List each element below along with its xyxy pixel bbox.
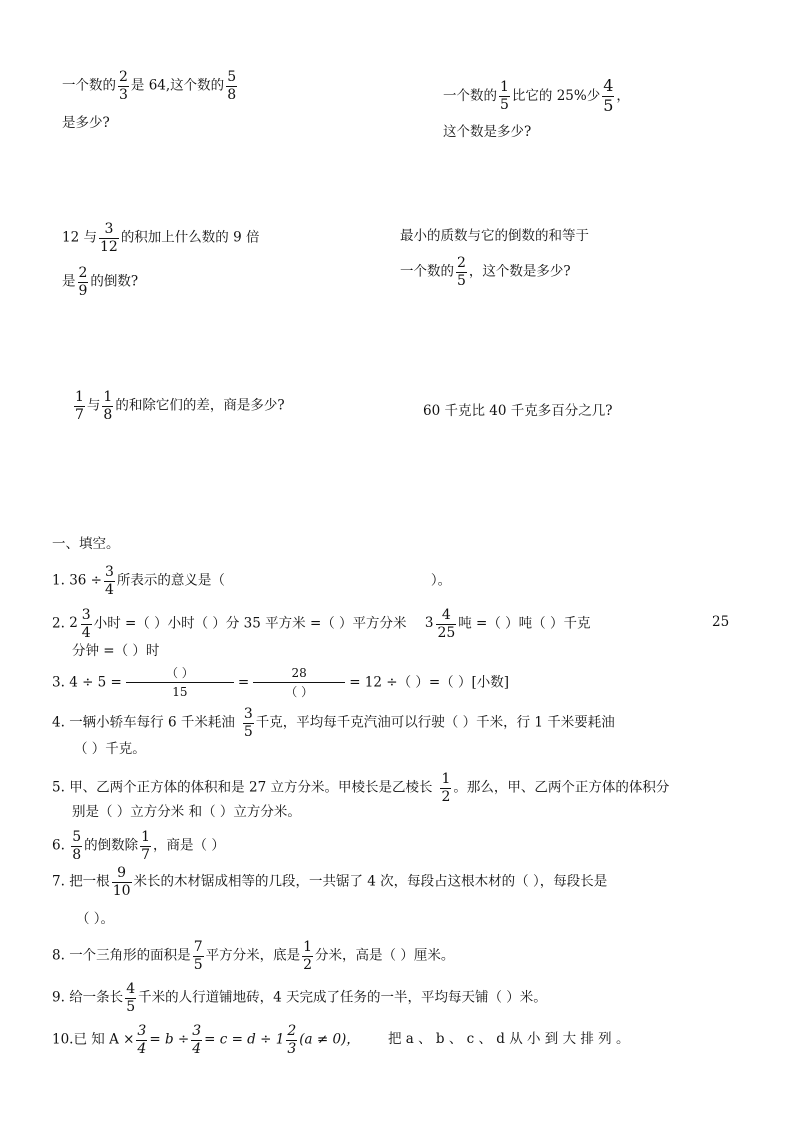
question-7-line-2: （ ）。	[76, 911, 115, 927]
problem-3-line-1	[62, 222, 259, 254]
denominator: 2	[303, 956, 313, 973]
text: 。那么，甲、乙两个正方体的体积分	[453, 779, 670, 796]
problem-1-line-1	[62, 70, 239, 102]
numerator: 4	[603, 76, 614, 95]
mixed-number	[425, 608, 458, 640]
question-number: 3.	[52, 674, 65, 691]
question-4-line-2: （ ）千克。	[74, 741, 146, 757]
problem-4-line-1: 最小的质数与它的倒数的和等于	[400, 228, 589, 244]
fraction	[456, 256, 467, 288]
text: 与	[86, 397, 101, 414]
denominator: 4	[137, 1040, 147, 1057]
text: 小时 =（ ）小时（ ）分 35 平方米 =（ ）平方分米	[93, 615, 407, 632]
fraction	[81, 608, 92, 640]
fraction	[302, 940, 313, 972]
numerator: 1	[75, 389, 84, 405]
problem-2-line-1	[443, 78, 630, 115]
numerator: 1	[103, 389, 113, 405]
text: 的和除它们的差，商是多少?	[115, 397, 285, 414]
denominator: 5	[500, 96, 509, 113]
answer-blank-close: ）。	[430, 572, 452, 589]
numerator: 7	[193, 939, 203, 955]
numerator: 3	[243, 706, 253, 722]
fraction	[602, 78, 614, 115]
numerator: 1	[441, 771, 451, 787]
text: 一辆小轿车每行 6 千米耗油	[69, 714, 235, 731]
numerator: 28	[291, 666, 307, 680]
text: 的倒数除	[84, 837, 139, 854]
fraction	[112, 866, 132, 898]
fraction	[226, 70, 237, 102]
text: 是	[62, 273, 76, 290]
question-2-line-1	[52, 608, 590, 640]
fraction	[125, 982, 136, 1014]
problem-1-line-2: 是多少?	[62, 115, 110, 131]
problem-2-line-2: 这个数是多少?	[443, 124, 532, 140]
fraction	[191, 1024, 202, 1056]
text: 米长的木材锯成相等的几段，一共锯了 4 次，每段占这根木材的（ ），每段长是	[133, 873, 608, 890]
question-10-tail: 把 a 、 b 、 c 、 d 从 小 到 大 排 列 。	[388, 1031, 630, 1047]
text: 一个三角形的面积是	[69, 947, 191, 964]
text: 把一根	[69, 873, 110, 890]
fraction	[286, 1024, 297, 1056]
numerator: 4	[441, 607, 451, 623]
question-4-line-1	[52, 707, 615, 739]
whole: 2	[69, 615, 78, 632]
text: 的倒数?	[90, 273, 139, 290]
question-number: 4.	[52, 714, 65, 731]
denominator: 3	[119, 86, 128, 103]
fraction	[102, 390, 113, 422]
text: 一个数的	[62, 77, 116, 94]
denominator: 25	[437, 624, 456, 641]
numerator: 3	[104, 221, 114, 237]
denominator: 5	[193, 956, 203, 973]
numerator: 2	[78, 265, 88, 281]
denominator: 8	[103, 406, 113, 423]
numerator: 2	[287, 1023, 297, 1039]
text: = b ÷	[149, 1031, 190, 1048]
text: 是 64,这个数的	[130, 77, 225, 94]
fraction	[71, 830, 82, 862]
question-number: 6.	[52, 837, 65, 854]
fraction	[74, 390, 85, 422]
text: = c = d ÷ 1	[204, 1031, 285, 1048]
text: 36 ÷	[69, 572, 102, 589]
question-number: 9.	[52, 989, 65, 1006]
text: 吨 =（ ）吨（ ）千克	[458, 615, 591, 632]
text: ，这个数是多少?	[468, 263, 571, 280]
denominator: 4	[192, 1040, 202, 1057]
fraction	[499, 80, 510, 112]
question-7-line-1	[52, 866, 607, 898]
question-6	[52, 830, 225, 862]
text: 的积加上什么数的 9 倍	[120, 229, 260, 246]
numerator: 1	[141, 829, 151, 845]
question-number: 7.	[52, 873, 65, 890]
question-number: 8.	[52, 947, 65, 964]
problem-6: 60 千克比 40 千克多百分之几?	[423, 403, 613, 419]
fraction	[193, 940, 204, 972]
question-number: 5.	[52, 779, 65, 796]
denominator: 4	[104, 581, 114, 598]
fraction	[78, 266, 89, 298]
text: 千米的人行道铺地砖，4 天完成了任务的一半，平均每天铺（ ）米。	[138, 989, 547, 1006]
numerator: 1	[303, 939, 313, 955]
text: 甲、乙两个正方体的体积和是 27 立方分米。甲棱长是乙棱长	[69, 779, 433, 796]
question-2-line-2: 分钟 =（ ）时	[72, 643, 160, 659]
text: 12 与	[62, 229, 97, 246]
denominator-blank: （ ）	[285, 685, 314, 700]
denominator: 7	[141, 846, 151, 863]
question-3	[52, 666, 509, 700]
fraction	[440, 772, 451, 804]
numerator: 2	[457, 255, 466, 271]
fraction-with-blank	[253, 666, 345, 700]
text: 给一条长	[69, 989, 124, 1006]
numerator-blank: （ ）	[165, 666, 194, 680]
text: = 12 ÷（ ）=（ ）[小数]	[349, 674, 509, 691]
text: 比它的 25%少	[511, 87, 601, 104]
text: 4 ÷ 5 =	[69, 674, 122, 691]
question-9	[52, 982, 547, 1014]
fraction	[118, 70, 129, 102]
question-5-line-1	[52, 772, 669, 804]
numerator: 1	[500, 79, 509, 96]
fraction	[243, 707, 254, 739]
text: ，商是（ ）	[153, 837, 225, 854]
numerator: 4	[126, 981, 136, 997]
fraction	[104, 565, 115, 597]
numerator: 5	[72, 829, 82, 845]
question-number: 2.	[52, 615, 65, 632]
question-2-trailing-number: 25	[712, 614, 730, 630]
text: 一个数的	[443, 87, 497, 104]
text: 已 知 A ×	[73, 1031, 135, 1048]
question-8	[52, 940, 454, 972]
denominator: 4	[81, 624, 91, 641]
question-1	[52, 565, 451, 597]
numerator: 9	[117, 865, 127, 881]
denominator: 5	[243, 723, 253, 740]
text: 所表示的意义是（	[116, 572, 225, 589]
denominator: 10	[112, 882, 131, 899]
numerator: 3	[104, 564, 114, 580]
question-5-line-2: 别是（ ）立方分米 和（ ）立方分米。	[72, 804, 301, 820]
text: ，	[616, 87, 630, 104]
question-number: 1.	[52, 572, 65, 589]
denominator: 8	[227, 86, 237, 103]
denominator: 7	[75, 406, 84, 423]
text: 平方分米，底是	[205, 947, 301, 964]
fraction	[140, 830, 151, 862]
section-title: 一、填空。	[52, 536, 120, 552]
denominator: 2	[441, 788, 451, 805]
equals: =	[237, 674, 250, 691]
question-number: 10.	[52, 1031, 74, 1048]
fraction	[436, 608, 456, 640]
problem-5	[72, 390, 285, 422]
text: (a ≠ 0)，	[299, 1031, 360, 1048]
denominator: 5	[457, 272, 466, 289]
denominator: 8	[72, 846, 82, 863]
denominator: 5	[603, 95, 614, 115]
numerator: 3	[137, 1023, 147, 1039]
mixed-number	[69, 608, 94, 640]
denominator: 3	[287, 1040, 297, 1057]
denominator: 12	[99, 238, 118, 255]
fraction-with-blank	[126, 666, 234, 700]
problem-4-line-2	[400, 256, 571, 288]
text: 千克，平均每千克汽油可以行驶（ ）千米，行 1 千米要耗油	[255, 714, 615, 731]
fraction	[99, 222, 119, 254]
denominator: 9	[78, 282, 88, 299]
problem-3-line-2	[62, 266, 138, 298]
denominator: 15	[172, 685, 188, 700]
whole: 3	[424, 615, 434, 632]
fraction	[136, 1024, 147, 1056]
numerator: 3	[81, 607, 91, 623]
numerator: 5	[227, 69, 237, 85]
text: 分米，高是（ ）厘米。	[315, 947, 455, 964]
denominator: 5	[126, 998, 136, 1015]
question-10	[52, 1024, 360, 1056]
text: 一个数的	[400, 263, 454, 280]
numerator: 2	[119, 69, 128, 85]
numerator: 3	[192, 1023, 202, 1039]
